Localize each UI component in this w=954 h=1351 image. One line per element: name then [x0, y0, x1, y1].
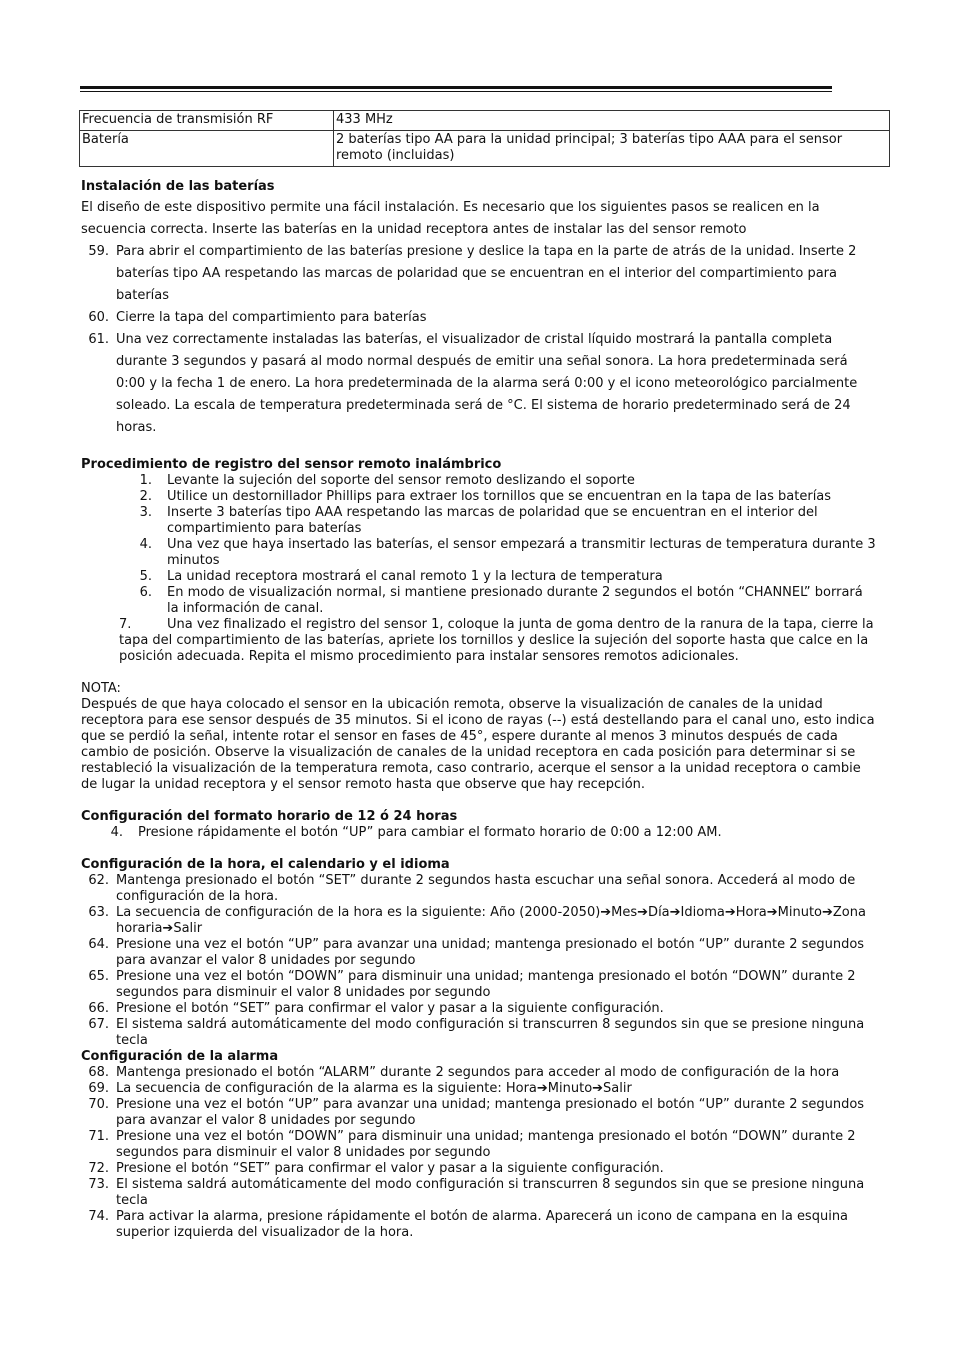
step-text: El sistema saldrá automáticamente del modo configuración si transcurren 8 segundos sin que se presione ninguna tecla — [116, 1017, 865, 1048]
alarm-steps-list — [81, 1065, 876, 1241]
note-text: Después de que haya colocado el sensor en la ubicación remota, observe la visualización de canales de la unidad receptora para ese sensor después de 35 minutos. Si el icono de rayas (--) está destellando para el canal uno, esto indica que se perdió la señal, intente rotar el sensor en fases de 45°, espere durante al menos 3 minutos después de cada cambio de posición. Observe la visualización de canales de la unidad receptora en cada posición para determinar si se restableció la visualización de la temperatura remota, caso contrario, acerque el sensor a la unidad receptora o cambie de lugar la unidad receptora y el sensor remoto hasta que observe que hay recepción. — [81, 697, 875, 792]
section-heading: Configuración del formato horario de 12 ó 24 horas — [81, 809, 458, 824]
spec-value: 2 baterías tipo AA para la unidad principal; 3 baterías tipo AAA para el sensor remoto (incluidas) — [334, 131, 890, 167]
list-item — [81, 1161, 876, 1177]
step-number: 4. — [139, 537, 152, 552]
list-item — [81, 1209, 876, 1241]
step-text: Una vez correctamente instaladas las baterías, el visualizador de cristal líquido mostrará la pantalla completa durante 3 segundos y pasará al modo normal después de emitir una señal sonora. La hora predeterminada será 0:00 y la fecha 1 de enero. La hora predeterminada de la alarma será 0:00 y el icono meteorológico parcialmente soleado. La escala de temperatura predeterminada será de °C. El sistema de horario predeterminado será de 24 horas. — [116, 332, 858, 435]
step-text: En modo de visualización normal, si mantiene presionado durante 2 segundos el botón “CHANNEL” borrará la información de canal. — [167, 585, 863, 616]
step-number: 62. — [88, 873, 109, 888]
sensor-registration-section — [81, 457, 876, 665]
note-section — [81, 681, 876, 793]
list-item — [81, 1081, 876, 1097]
list-item — [81, 825, 876, 841]
step-number: 68. — [88, 1065, 109, 1080]
step-number: 70. — [88, 1097, 109, 1112]
step-number: 71. — [88, 1129, 109, 1144]
step-number: 66. — [88, 1001, 109, 1016]
step-text: Una vez que haya insertado las baterías, el sensor empezará a transmitir lecturas de temperatura durante 3 minutos — [167, 537, 876, 568]
step-number: 60. — [88, 310, 109, 325]
spec-label: Batería — [80, 131, 334, 167]
list-item — [81, 937, 876, 969]
section-intro: El diseño de este dispositivo permite una fácil instalación. Es necesario que los siguientes pasos se realicen en la secuencia correcta. Inserte las baterías en la unidad receptora antes de instalar las del sensor remoto — [81, 200, 820, 237]
step-number: 59. — [88, 244, 109, 259]
step-text: La secuencia de configuración de la alarma es la siguiente: Hora➔Minuto➔Salir — [116, 1081, 632, 1096]
list-item — [81, 873, 876, 905]
step-text: Presione el botón “SET” para confirmar el valor y pasar a la siguiente configuración. — [116, 1161, 664, 1176]
step-text: Cierre la tapa del compartimiento para baterías — [116, 310, 427, 325]
list-item — [81, 1065, 876, 1081]
step-text: Presione rápidamente el botón “UP” para cambiar el formato horario de 0:00 a 12:00 AM. — [138, 825, 722, 840]
step-number: 1. — [139, 473, 152, 488]
section-heading: Configuración de la hora, el calendario y el idioma — [81, 857, 450, 872]
list-item — [81, 537, 876, 569]
time-format-section — [81, 809, 876, 841]
step-number: 74. — [88, 1209, 109, 1224]
step-text: La secuencia de configuración de la hora es la siguiente: Año (2000-2050)➔Mes➔Día➔Idioma➔Hora➔Minuto➔Zona horaria➔Salir — [116, 905, 866, 936]
list-item — [81, 489, 876, 505]
step-text: Mantenga presionado el botón “ALARM” durante 2 segundos para acceder al modo de configuración de la hora — [116, 1065, 840, 1080]
step-text: Presione una vez el botón “DOWN” para disminuir una unidad; mantenga presionado el botón “DOWN” durante 2 segundos para disminuir el valor 8 unidades por segundo — [116, 1129, 856, 1160]
header-rule-thin — [80, 91, 832, 92]
spec-table — [79, 110, 890, 167]
step-text: Presione una vez el botón “UP” para avanzar una unidad; mantenga presionado el botón “UP” durante 2 segundos para avanzar el valor 8 unidades por segundo — [116, 1097, 865, 1128]
list-item — [81, 329, 876, 439]
step-text: Presione una vez el botón “DOWN” para disminuir una unidad; mantenga presionado el botón “DOWN” durante 2 segundos para disminuir el valor 8 unidades por segundo — [116, 969, 856, 1000]
list-item — [81, 1097, 876, 1129]
list-item — [81, 905, 876, 937]
list-item — [81, 307, 876, 329]
alarm-section — [81, 1049, 876, 1241]
battery-steps-list — [81, 241, 876, 439]
list-item — [81, 473, 876, 489]
list-item — [81, 1017, 876, 1049]
step-text: Presione una vez el botón “UP” para avanzar una unidad; mantenga presionado el botón “UP” durante 2 segundos para avanzar el valor 8 unidades por segundo — [116, 937, 865, 968]
spec-label: Frecuencia de transmisión RF — [80, 111, 334, 131]
step-text: Inserte 3 baterías tipo AAA respetando las marcas de polaridad que se encuentran en el interior del compartimiento para baterías — [167, 505, 818, 536]
step-number: 65. — [88, 969, 109, 984]
step-number: 4. — [110, 825, 123, 840]
step-number: 6. — [139, 585, 152, 600]
step-number: 64. — [88, 937, 109, 952]
list-item — [81, 585, 876, 617]
step-text: Presione el botón “SET” para confirmar el valor y pasar a la siguiente configuración. — [116, 1001, 664, 1016]
step-text: Mantenga presionado el botón “SET” durante 2 segundos hasta escuchar una señal sonora. Accederá al modo de configuración de la hora. — [116, 873, 856, 904]
section-heading: Procedimiento de registro del sensor remoto inalámbrico — [81, 457, 502, 472]
step-text: Levante la sujeción del soporte del sensor remoto deslizando el soporte — [167, 473, 635, 488]
step-number: 61. — [88, 332, 109, 347]
step-number: 69. — [88, 1081, 109, 1096]
list-item — [81, 969, 876, 1001]
section-heading: Instalación de las baterías — [81, 179, 275, 194]
step-text: Utilice un destornillador Phillips para extraer los tornillos que se encuentran en la tapa de las baterías — [167, 489, 832, 504]
list-item — [81, 1001, 876, 1017]
step-number: 73. — [88, 1177, 109, 1192]
step-number: 67. — [88, 1017, 109, 1032]
document-body — [81, 179, 876, 1241]
list-item — [81, 569, 876, 585]
list-item — [81, 241, 876, 307]
note-label: NOTA: — [81, 681, 121, 696]
step-number: 2. — [139, 489, 152, 504]
sensor-step-7 — [81, 617, 876, 665]
step-text: Una vez finalizado el registro del sensor 1, coloque la junta de goma dentro de la ranura de la tapa, cierre la tapa del compartimiento de las baterías, apriete los tornillos y deslice la sujeción del soporte hasta que calce en la posición adecuada. Repita el mismo procedimiento para instalar sensores remotos adicionales. — [119, 617, 874, 664]
step-number: 63. — [88, 905, 109, 920]
step-number: 5. — [139, 569, 152, 584]
sensor-steps-list — [81, 473, 876, 617]
section-heading: Configuración de la alarma — [81, 1049, 279, 1064]
table-row — [80, 111, 890, 131]
time-calendar-section — [81, 857, 876, 1049]
list-item — [81, 1129, 876, 1161]
list-item — [81, 1177, 876, 1209]
list-item — [81, 505, 876, 537]
step-number: 3. — [139, 505, 152, 520]
step-text: La unidad receptora mostrará el canal remoto 1 y la lectura de temperatura — [167, 569, 663, 584]
step-number: 72. — [88, 1161, 109, 1176]
spec-value: 433 MHz — [334, 111, 890, 131]
step-text: Para activar la alarma, presione rápidamente el botón de alarma. Aparecerá un icono de campana en la esquina superior izquierda del visualizador de la hora. — [116, 1209, 849, 1240]
step-number: 7. — [119, 617, 132, 632]
table-row — [80, 131, 890, 167]
step-text: Para abrir el compartimiento de las baterías presione y deslice la tapa en la parte de atrás de la unidad. Inserte 2 baterías tipo AA respetando las marcas de polaridad que se encuentran en el interior del compartimiento para baterías — [116, 244, 857, 303]
time-calendar-steps-list — [81, 873, 876, 1049]
step-text: El sistema saldrá automáticamente del modo configuración si transcurren 8 segundos sin que se presione ninguna tecla — [116, 1177, 865, 1208]
battery-install-section — [81, 179, 876, 439]
header-rule-thick — [80, 86, 832, 89]
